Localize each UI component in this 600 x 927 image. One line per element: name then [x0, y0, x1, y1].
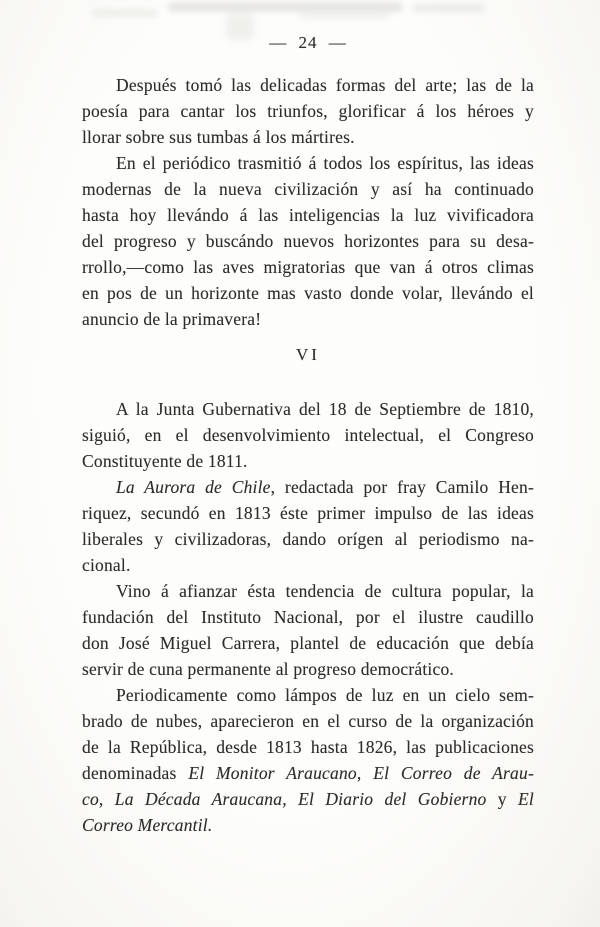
italic-text-segment: La Aurora de Chile [116, 477, 271, 497]
text-segment: , redactada por fray Camilo Hen- [270, 477, 534, 497]
text-line [82, 682, 534, 708]
italic-text-segment: El Correo de Arau- [373, 763, 534, 783]
text-line [82, 708, 534, 734]
text-segment: Después tomó las delicadas formas del arte; las de la [116, 75, 534, 95]
text-segment: liberales y civilizadoras, dando orígen al periodismo na- [82, 529, 534, 549]
page-bleedthrough-mark [92, 9, 158, 17]
paragraph [82, 150, 534, 332]
text-line [82, 578, 534, 604]
paragraph [82, 578, 534, 682]
text-segment: fundación del Instituto Nacional, por el ilustre caudillo [82, 607, 534, 627]
text-line [82, 812, 534, 838]
text-segment: en pos de un horizonte mas vasto donde volar, llevándo el [82, 283, 534, 303]
text-segment: rrollo,—como las aves migratorias que van á otros climas [82, 257, 534, 277]
text-segment: cional. [82, 555, 131, 575]
text-segment: y [486, 789, 519, 809]
text-segment: Periodicamente como lámpos de luz en un cielo sem- [116, 685, 534, 705]
paragraph [82, 682, 534, 838]
text-line [82, 474, 534, 500]
text-line [82, 786, 534, 812]
text-line [82, 202, 534, 228]
text-segment: denominadas [82, 763, 189, 783]
text-line [82, 396, 534, 422]
text-line [82, 422, 534, 448]
text-line [82, 630, 534, 656]
section-heading: VI [296, 345, 320, 364]
text-line [82, 552, 534, 578]
text-line [82, 734, 534, 760]
text-segment: En el periódico trasmitió á todos los espíritus, las ideas [116, 153, 534, 173]
text-line [82, 98, 534, 124]
text-line [82, 656, 534, 682]
text-segment: Constituyente de 1811. [82, 451, 248, 471]
text-segment: brado de nubes, aparecieron en el curso de la organización [82, 711, 534, 731]
page-bleedthrough-mark [300, 12, 390, 19]
text-line [82, 228, 534, 254]
italic-text-segment: co, La Década Araucana, El Diario del Gobierno [82, 789, 487, 809]
text-segment: de la República, desde 1813 hasta 1826, las publicaciones [82, 737, 534, 757]
text-segment: , [356, 763, 374, 783]
text-segment: anuncio de la primavera! [82, 309, 262, 329]
page-bleedthrough-mark [168, 2, 403, 12]
paragraph [82, 72, 534, 150]
text-line [82, 176, 534, 202]
text-line [82, 760, 534, 786]
text-line [82, 72, 534, 98]
text-segment: Vino á afianzar ésta tendencia de cultura popular, la [116, 581, 534, 601]
text-line [82, 604, 534, 630]
text-segment: llorar sobre sus tumbas á los mártires. [82, 127, 355, 147]
italic-text-segment: Correo Mercantil. [82, 815, 213, 835]
text-line [82, 254, 534, 280]
text-segment: siguió, en el desenvolvimiento intelectual, el Congreso [82, 425, 534, 445]
text-line [82, 280, 534, 306]
paragraph [82, 396, 534, 474]
text-line [82, 526, 534, 552]
text-segment: riquez, secundó en 1813 éste primer impulso de las ideas [82, 503, 534, 523]
text-line [82, 306, 534, 332]
paragraph [82, 474, 534, 578]
text-line [82, 448, 534, 474]
text-line [82, 124, 534, 150]
text-segment: poesía para cantar los triunfos, glorificar á los héroes y [82, 101, 534, 121]
page-bleedthrough-mark [412, 4, 484, 12]
text-segment: don José Miguel Carrera, plantel de educación que debía [82, 633, 534, 653]
page-number: — 24 — [269, 33, 347, 52]
text-segment: modernas de la nueva civilización y así ha continuado [82, 179, 534, 199]
italic-text-segment: El [518, 789, 534, 809]
text-segment: hasta hoy llevándo á las inteligencias la luz vivificadora [82, 205, 534, 225]
text-line [82, 150, 534, 176]
text-segment: A la Junta Gubernativa del 18 de Septiembre de 1810, [116, 399, 534, 419]
text-segment: del progreso y buscándo nuevos horizontes para su desa- [82, 231, 534, 251]
text-segment: servir de cuna permanente al progreso democrático. [82, 659, 454, 679]
text-line [82, 500, 534, 526]
italic-text-segment: El Monitor Araucano [188, 763, 357, 783]
body-text-block [82, 72, 534, 838]
